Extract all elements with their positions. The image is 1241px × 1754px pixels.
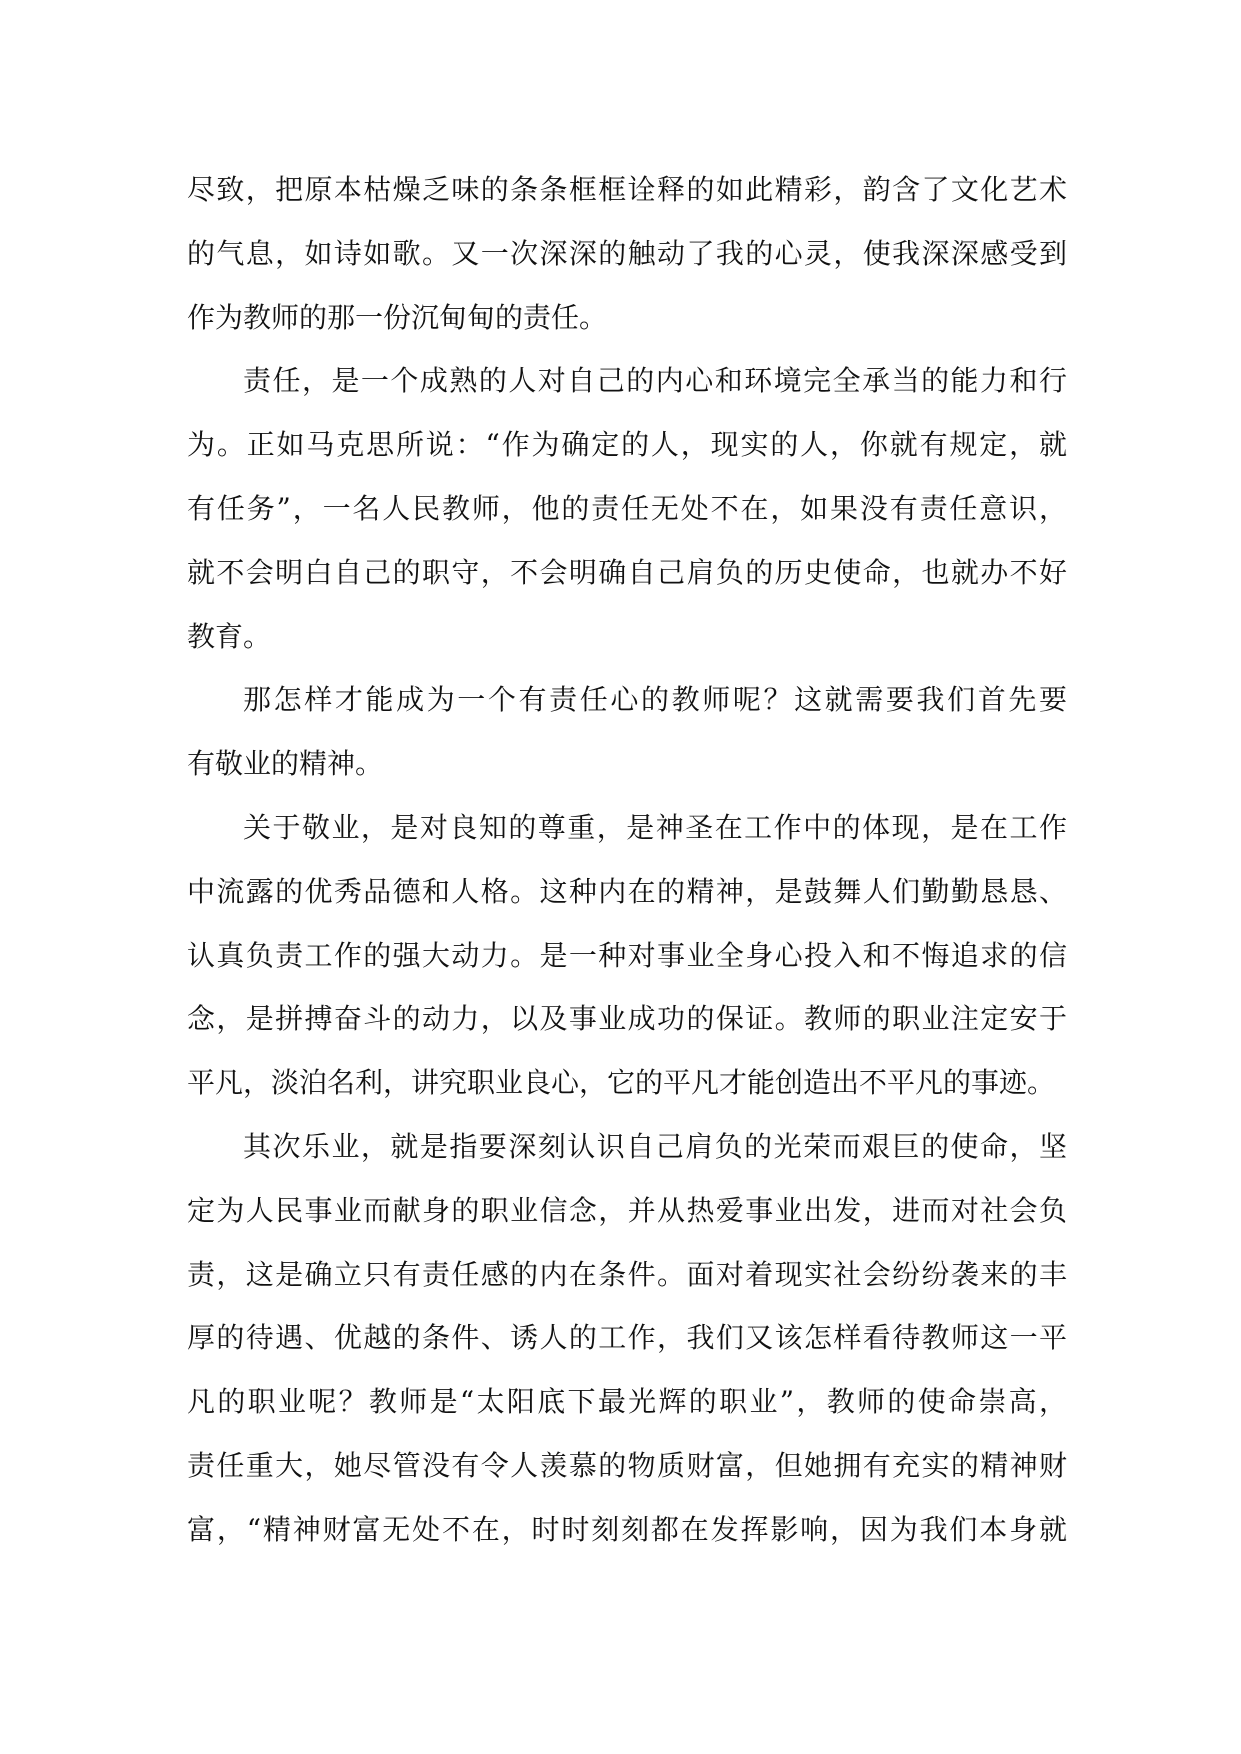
- text-line: 定为人民事业而献身的职业信念，并从热爱事业出发，进而对社会负: [187, 1193, 1067, 1227]
- text-line: 尽致，把原本枯燥乏味的条条框框诠释的如此精彩，韵含了文化艺术: [187, 173, 1067, 206]
- body-text: [187, 158, 1067, 1562]
- text-line: 那怎样才能成为一个有责任心的教师呢？这就需要我们首先要: [243, 683, 1067, 717]
- text-line: 的气息，如诗如歌。又一次深深的触动了我的心灵，使我深深感受到: [187, 236, 1067, 270]
- text-line: 责任，是一个成熟的人对自己的内心和环境完全承当的能力和行: [243, 364, 1067, 398]
- text-line: 责任重大，她尽管没有令人羡慕的物质财富，但她拥有充实的精神财: [187, 1448, 1067, 1482]
- text-line: 就不会明白自己的职守，不会明确自己肩负的历史使命，也就办不好: [187, 555, 1067, 589]
- text-line: 厚的待遇、优越的条件、诱人的工作，我们又该怎样看待教师这一平: [187, 1321, 1067, 1355]
- text-line: 教育。: [187, 619, 272, 653]
- text-line: 念，是拼搏奋斗的动力，以及事业成功的保证。教师的职业注定安于: [187, 1002, 1067, 1036]
- text-line: 关于敬业，是对良知的尊重，是神圣在工作中的体现，是在工作: [243, 810, 1067, 844]
- text-line: 责，这是确立只有责任感的内在条件。面对着现实社会纷纷袭来的丰: [187, 1257, 1067, 1291]
- text-line: 作为教师的那一份沉甸甸的责任。: [187, 300, 608, 334]
- text-line: 认真负责工作的强大动力。是一种对事业全身心投入和不悔追求的信: [187, 938, 1067, 972]
- text-line: 中流露的优秀品德和人格。这种内在的精神，是鼓舞人们勤勤恳恳、: [187, 874, 1067, 908]
- text-line: 平凡，淡泊名利，讲究职业良心，它的平凡才能创造出不平凡的事迹。: [187, 1066, 1056, 1100]
- text-line: 有敬业的精神。: [187, 747, 384, 781]
- text-line: 为。正如马克思所说：“作为确定的人，现实的人，你就有规定，就: [187, 428, 1067, 462]
- text-line: 富，“精神财富无处不在，时时刻刻都在发挥影响，因为我们本身就: [187, 1512, 1067, 1546]
- text-line: 凡的职业呢？教师是“太阳底下最光辉的职业”，教师的使命崇高，: [187, 1385, 1067, 1419]
- text-line: 有任务”，一名人民教师，他的责任无处不在，如果没有责任意识，: [187, 491, 1067, 525]
- text-line: 其次乐业，就是指要深刻认识自己肩负的光荣而艰巨的使命，坚: [243, 1129, 1067, 1163]
